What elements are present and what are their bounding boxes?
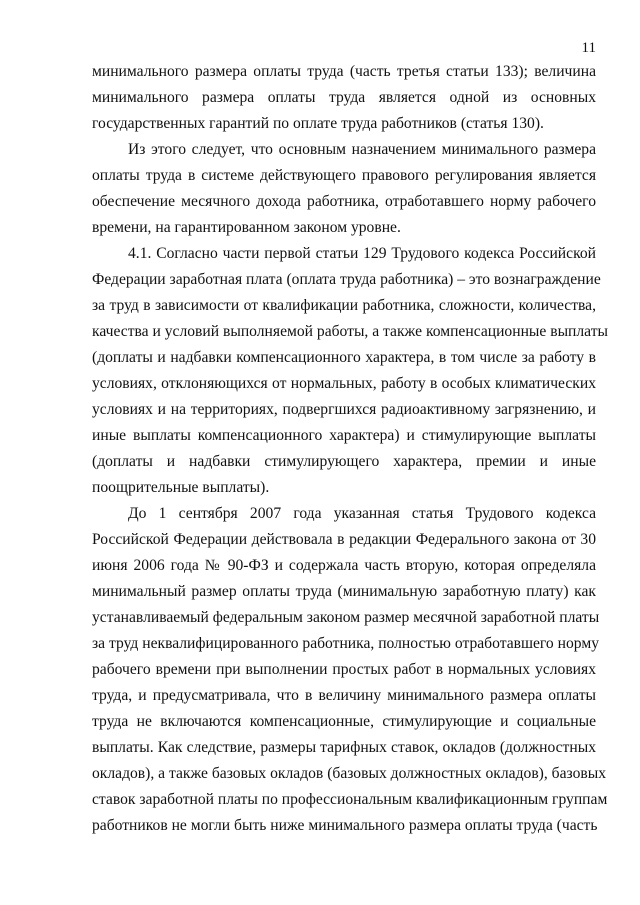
text-line: государственных гарантий по оплате труда работников (статья 130). bbox=[92, 115, 544, 132]
text-line: Федерации заработная плата (оплата труда работника) – это вознаграждение bbox=[92, 271, 601, 288]
text-line: окладов), а также базовых окладов (базовых должностных окладов), базовых bbox=[92, 765, 607, 782]
text-line: условиях, отклоняющихся от нормальных, работу в особых климатических bbox=[92, 375, 596, 392]
text-line: иные выплаты компенсационного характера) и стимулирующие выплаты bbox=[92, 427, 596, 444]
text-line: устанавливаемый федеральным законом размер месячной заработной платы bbox=[92, 609, 600, 626]
text-line: минимального размера оплаты труда (часть третья статьи 133); величина bbox=[92, 63, 596, 80]
text-line: выплаты. Как следствие, размеры тарифных ставок, окладов (должностных bbox=[92, 739, 596, 756]
text-line: рабочего времени при выполнении простых работ в нормальных условиях bbox=[92, 661, 596, 678]
text-line: (доплаты и надбавки стимулирующего характера, премии и иные bbox=[92, 453, 596, 470]
text-line: обеспечение месячного дохода работника, отработавшего норму рабочего bbox=[92, 193, 596, 210]
text-line: ставок заработной платы по профессиональным квалификационным группам bbox=[92, 791, 608, 808]
body-text bbox=[92, 59, 608, 839]
text-line: за труд в зависимости от квалификации работника, сложности, количества, bbox=[92, 297, 596, 314]
text-line: за труд неквалифицированного работника, полностью отработавшего норму bbox=[92, 635, 599, 652]
text-line: До 1 сентября 2007 года указанная статья Трудового кодекса bbox=[128, 505, 596, 522]
text-line: труда не включаются компенсационные, стимулирующие и социальные bbox=[92, 713, 596, 730]
page-number: 11 bbox=[581, 40, 596, 56]
text-line: времени, на гарантированном законом уровне. bbox=[92, 219, 401, 236]
text-line: качества и условий выполняемой работы, а также компенсационные выплаты bbox=[92, 323, 608, 340]
text-line: минимальный размер оплаты труда (минимальную заработную плату) как bbox=[92, 583, 596, 600]
text-line: (доплаты и надбавки компенсационного характера, в том числе за работу в bbox=[92, 349, 596, 366]
text-line: Российской Федерации действовала в редакции Федерального закона от 30 bbox=[92, 531, 596, 548]
text-line: оплаты труда в системе действующего правового регулирования является bbox=[92, 167, 596, 184]
text-line: труда, и предусматривала, что в величину минимального размера оплаты bbox=[92, 687, 596, 704]
text-line: 4.1. Согласно части первой статьи 129 Трудового кодекса Российской bbox=[128, 245, 596, 262]
text-line: условиях и на территориях, подвергшихся радиоактивному загрязнению, и bbox=[92, 401, 596, 418]
text-line: Из этого следует, что основным назначением минимального размера bbox=[128, 141, 596, 158]
text-line: поощрительные выплаты). bbox=[92, 479, 270, 496]
text-line: июня 2006 года № 90-ФЗ и содержала часть вторую, которая определяла bbox=[92, 557, 596, 574]
text-line: минимального размера оплаты труда является одной из основных bbox=[92, 89, 596, 106]
text-line: работников не могли быть ниже минимального размера оплаты труда (часть bbox=[92, 817, 598, 834]
